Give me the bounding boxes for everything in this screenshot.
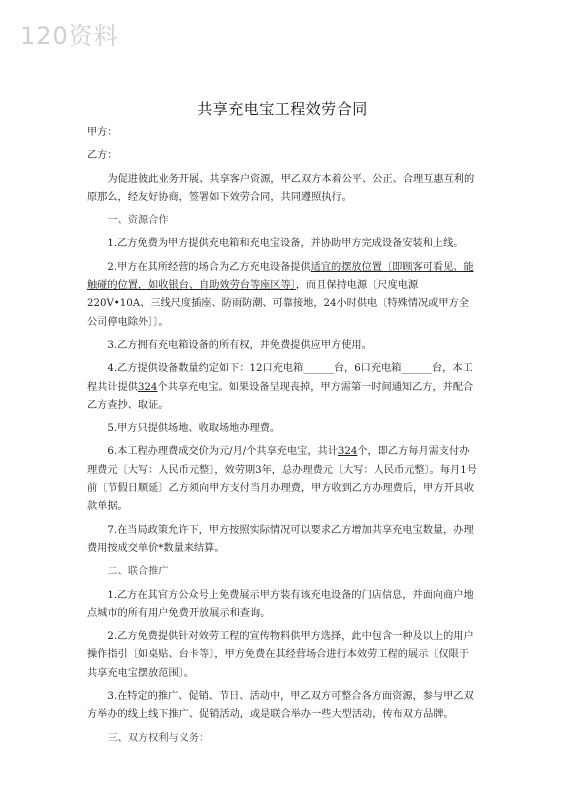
section-1-item-2 [87, 259, 477, 332]
section-3-heading: 三、双方权利与义务： [107, 732, 210, 744]
s1-p2-underlined: 适宜的摆放位置〔即顾客可看见、能触碰的位置，如收银台、自助效劳台等座区等〕 [87, 261, 474, 292]
s1-p6-text-b: 个，即乙方每月需支付办理费元〔大写：人民币元整〕，效劳期3年，总办理费元〔大写：人民币元整〕。每月1号前〔节假日顺延〕乙方须向甲方支付当月办理费，甲方收到乙方办理费后，甲方开具收款单据。 [87, 446, 477, 513]
section-2-item-2: 2.乙方免费提供针对效劳工程的宣传物料供甲方选择，此中包含一种及以上的用户操作指引〔如桌贴、台卡等〕，甲方免费在其经营场合进行本效劳工程的展示〔仅限于共享充电宝摆放范围〕。 [87, 631, 474, 679]
s1-p4-text-d: 个共享充电宝。如果设备呈现丧掉，甲方需第一时间通知乙方，并配合乙方查抄、取证。 [87, 381, 474, 411]
section-1-item-3: 3.乙方拥有充电箱设备的所有权，并免费提供应甲方使用。 [107, 339, 372, 351]
party-b-label: 乙方： [87, 150, 118, 162]
section-2-heading: 二、联合推广 [107, 566, 169, 578]
s1-p4-blank-2: ______ [401, 363, 432, 375]
s1-p4-text-b: 台，6口充电箱 [333, 363, 402, 375]
section-1-heading: 一、资源合作 [107, 215, 169, 227]
intro-paragraph: 为促进彼此业务开展、共享客户资源，甲乙双方本着公平、公正、合理互惠互利的原那么，经友好协商，签署如下效劳合同，共同遵照执行。 [87, 173, 475, 203]
s1-p4-blank-1: ______ [303, 363, 334, 375]
section-2-item-3: 3.在特定的推广、促销、节日、活动中，甲乙双方可整合各方面资源，参与甲乙双方举办的线上线下推广、促销活动，或是联合举办一些大型活动，传布双方品牌。 [87, 691, 474, 721]
s1-p6-quantity: 324 [337, 446, 358, 458]
section-1-item-1: 1.乙方免费为甲方提供充电箱和充电宝设备，并协助甲方完成设备安装和上线。 [107, 238, 464, 250]
section-1-item-4 [87, 360, 477, 415]
section-1-item-6 [87, 443, 477, 516]
watermark-logo: 120资料 [20, 22, 119, 50]
section-1-item-7: 7.在当局政策允许下，甲方按照实际情况可以要求乙方增加共享充电宝数量，办理费用按成交单价*数量来结算。 [87, 524, 474, 554]
party-a-label: 甲方： [87, 127, 118, 138]
s1-p2-text-a: 2.甲方在其所经营的场合为乙方充电设备提供 [107, 261, 311, 273]
s1-p4-text-c: 台，本工程共计提供 [87, 363, 473, 393]
contract-body [87, 124, 477, 748]
s1-p6-text-a: 6.本工程办理费成交价为元/月/个共享充电宝，共计 [107, 446, 338, 458]
section-2-item-1: 1.乙方在其官方公众号上免费展示甲方装有该充电设备的门店信息，并面向商户地点城市的所有用户免费开放展示和查询。 [87, 589, 474, 619]
s1-p2-text-b: ，而且保持电源〔尺度电源220V•10A、三线尺度插座、防雨防潮、可靠接地，24小时供电〔特殊情况或甲方全公司停电除外〕〕。 [87, 280, 469, 328]
s1-p4-quantity: 324 [137, 381, 158, 393]
s1-p4-text-a: 4.乙方提供设备数量约定如下：12口充电箱 [107, 363, 304, 375]
contract-title: 共享充电宝工程效劳合同 [197, 100, 368, 118]
section-1-item-5: 5.甲方只提供场地、收取场地办理费。 [107, 423, 281, 435]
